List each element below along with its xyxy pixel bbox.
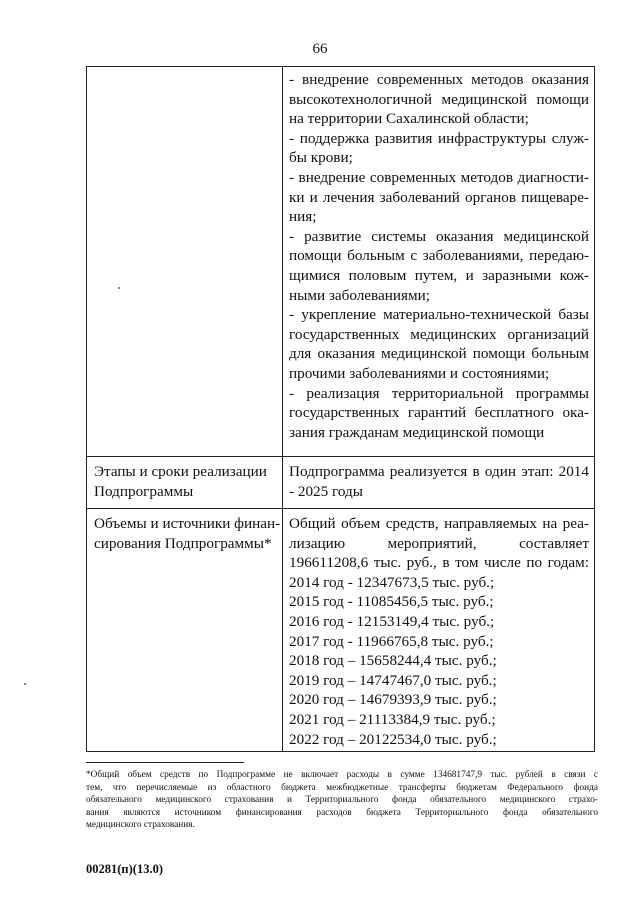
footnote-line: обязательного медицинского страхования и Территориального фонда обязательного медицинского страхо- xyxy=(86,795,598,806)
cell-line: помощи больным с заболеваниями, передаю- xyxy=(289,247,589,265)
passport-table xyxy=(86,66,595,752)
cell-line: 2020 год – 14679393,9 тыс. руб.; xyxy=(289,691,497,709)
cell-line: прочими заболеваниями и состояниями; xyxy=(289,364,550,382)
cell-line: зания гражданам медицинской помощи xyxy=(289,423,545,441)
cell-line: ния; xyxy=(289,208,317,226)
cell-line: государственных гарантий бесплатного ока- xyxy=(289,404,589,422)
cell-line: бы крови; xyxy=(289,149,353,167)
row1-content-cell xyxy=(289,70,589,442)
cell-line: 2017 год - 11966765,8 тыс. руб.; xyxy=(289,632,494,650)
column-divider xyxy=(282,67,283,751)
cell-line: - реализация территориальной программы xyxy=(289,384,589,402)
cell-line: 2014 год - 12347673,5 тыс. руб.; xyxy=(289,573,495,591)
cell-line: для оказания медицинской помощи больным xyxy=(289,345,589,363)
cell-line: - развитие системы оказания медицинской xyxy=(289,227,589,245)
row-divider xyxy=(87,456,594,457)
cell-line: 2018 год – 15658244,4 тыс. руб.; xyxy=(289,652,497,670)
cell-line: Общий объем средств, направляемых на реа- xyxy=(289,515,589,532)
row2-label-cell xyxy=(94,462,276,501)
cell-line: высокотехнологичной медицинской помощи xyxy=(289,90,589,108)
cell-line: Этапы и сроки реализации xyxy=(94,463,267,480)
row3-content-cell xyxy=(289,514,589,749)
footnote-line: тем, что перечисляемые из областного бюджета межбюджетные трансферты бюджетам Федерального фонда xyxy=(86,782,598,793)
cell-line: - внедрение современных методов диагности- xyxy=(289,168,589,186)
footnote xyxy=(86,769,598,832)
footnote-line: вания являются источником финансирования расходов бюджета Территориального фонда обязательного xyxy=(86,807,598,818)
scan-speck xyxy=(118,287,120,289)
cell-line: - 2025 годы xyxy=(289,482,363,500)
row2-content-cell xyxy=(289,462,589,501)
cell-line: 2021 год – 21113384,9 тыс. руб.; xyxy=(289,710,496,728)
row3-label-cell xyxy=(94,514,281,553)
page-number: 66 xyxy=(312,41,328,57)
footnote-line: медицинского страхования. xyxy=(86,820,195,831)
cell-line: 2015 год - 11085456,5 тыс. руб.; xyxy=(289,593,494,611)
footnote-rule xyxy=(86,762,244,763)
cell-line: - внедрение современных методов оказания xyxy=(289,71,589,88)
row-divider xyxy=(87,508,594,509)
cell-line: 196611208,6 тыс. руб., в том числе по годам: xyxy=(289,554,589,572)
cell-line: Подпрограмма реализуется в один этап: 2014 xyxy=(289,463,589,480)
cell-line: 2019 год – 14747467,0 тыс. руб.; xyxy=(289,671,497,689)
cell-line: Подпрограммы xyxy=(94,482,194,500)
cell-line: на территории Сахалинской области; xyxy=(289,110,529,128)
cell-line: ки и лечения заболеваний органов пищеваре- xyxy=(289,188,589,206)
cell-line: сирования Подпрограммы* xyxy=(94,534,272,552)
cell-line: - укрепление материально-технической базы xyxy=(289,306,589,324)
cell-line: государственных медицинских организаций xyxy=(289,325,589,343)
cell-line: 2016 год - 12153149,4 тыс. руб.; xyxy=(289,612,495,630)
cell-line: лизацию мероприятий, составляет xyxy=(289,534,589,552)
cell-line: щимися половым путем, и заразными кож- xyxy=(289,266,589,284)
scan-speck xyxy=(24,683,26,685)
cell-line: ными заболеваниями; xyxy=(289,286,430,304)
document-code: 00281(п)(13.0) xyxy=(86,862,163,876)
cell-line: - поддержка развития инфраструктуры служ- xyxy=(289,129,589,147)
footnote-line: *Общий объем средств по Подпрограмме не включает расходы в сумме 134681747,9 тыс. рублей в связи с xyxy=(86,770,598,780)
cell-line: 2022 год – 20122534,0 тыс. руб.; xyxy=(289,730,497,748)
cell-line: Объемы и источники финан- xyxy=(94,515,281,532)
